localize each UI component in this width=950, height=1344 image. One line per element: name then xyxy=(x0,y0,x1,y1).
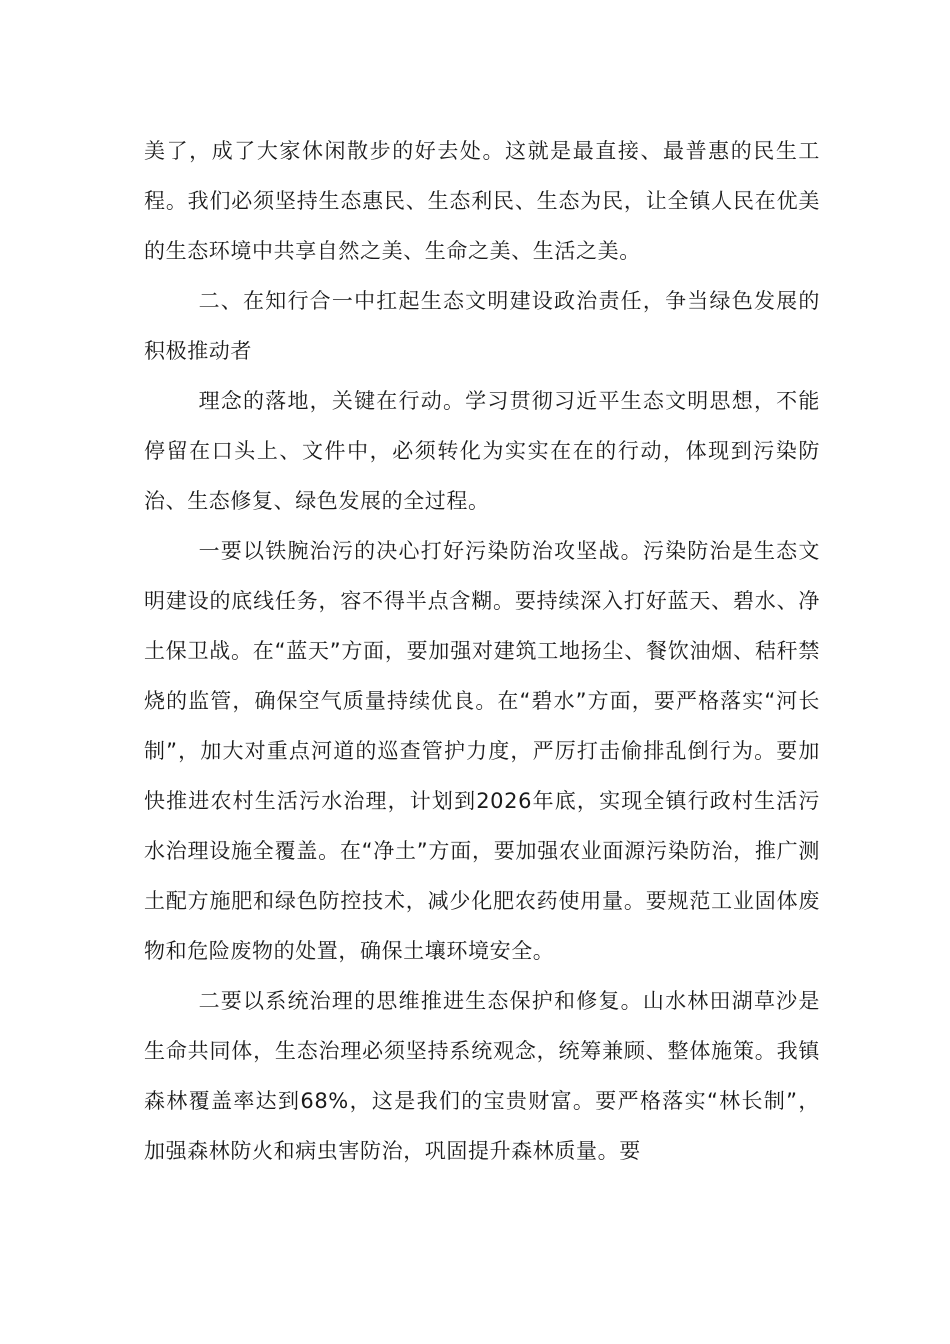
paragraph-3: 理念的落地，关键在行动。学习贯彻习近平生态文明思想，不能停留在口头上、文件中，必须转化为实实在在的行动，体现到污染防治、生态修复、绿色发展的全过程。 xyxy=(144,389,820,513)
paragraph-1: 美了，成了大家休闲散步的好去处。这就是最直接、最普惠的民生工程。我们必须坚持生态惠民、生态利民、生态为民，让全镇人民在优美的生态环境中共享自然之美、生命之美、生活之美。 xyxy=(144,139,820,263)
document-body xyxy=(144,126,820,1176)
section-heading-2: 二、在知行合一中扛起生态文明建设政治责任，争当绿色发展的积极推动者 xyxy=(144,289,820,363)
paragraph-5: 二要以系统治理的思维推进生态保护和修复。山水林田湖草沙是生命共同体，生态治理必须坚持系统观念，统筹兼顾、整体施策。我镇森林覆盖率达到68%，这是我们的宝贵财富。要严格落实“林长制”，加强森林防火和病虫害防治，巩固提升森林质量。要 xyxy=(144,989,820,1163)
paragraph-4: 一要以铁腕治污的决心打好污染防治攻坚战。污染防治是生态文明建设的底线任务，容不得半点含糊。要持续深入打好蓝天、碧水、净土保卫战。在“蓝天”方面，要加强对建筑工地扬尘、餐饮油烟、秸秆禁烧的监管，确保空气质量持续优良。在“碧水”方面，要严格落实“河长制”，加大对重点河道的巡查管护力度，严厉打击偷排乱倒行为。要加快推进农村生活污水治理，计划到2026年底，实现全镇行政村生活污水治理设施全覆盖。在“净土”方面，要加强农业面源污染防治，推广测土配方施肥和绿色防控技术，减少化肥农药使用量。要规范工业固体废物和危险废物的处置，确保土壤环境安全。 xyxy=(144,539,820,963)
